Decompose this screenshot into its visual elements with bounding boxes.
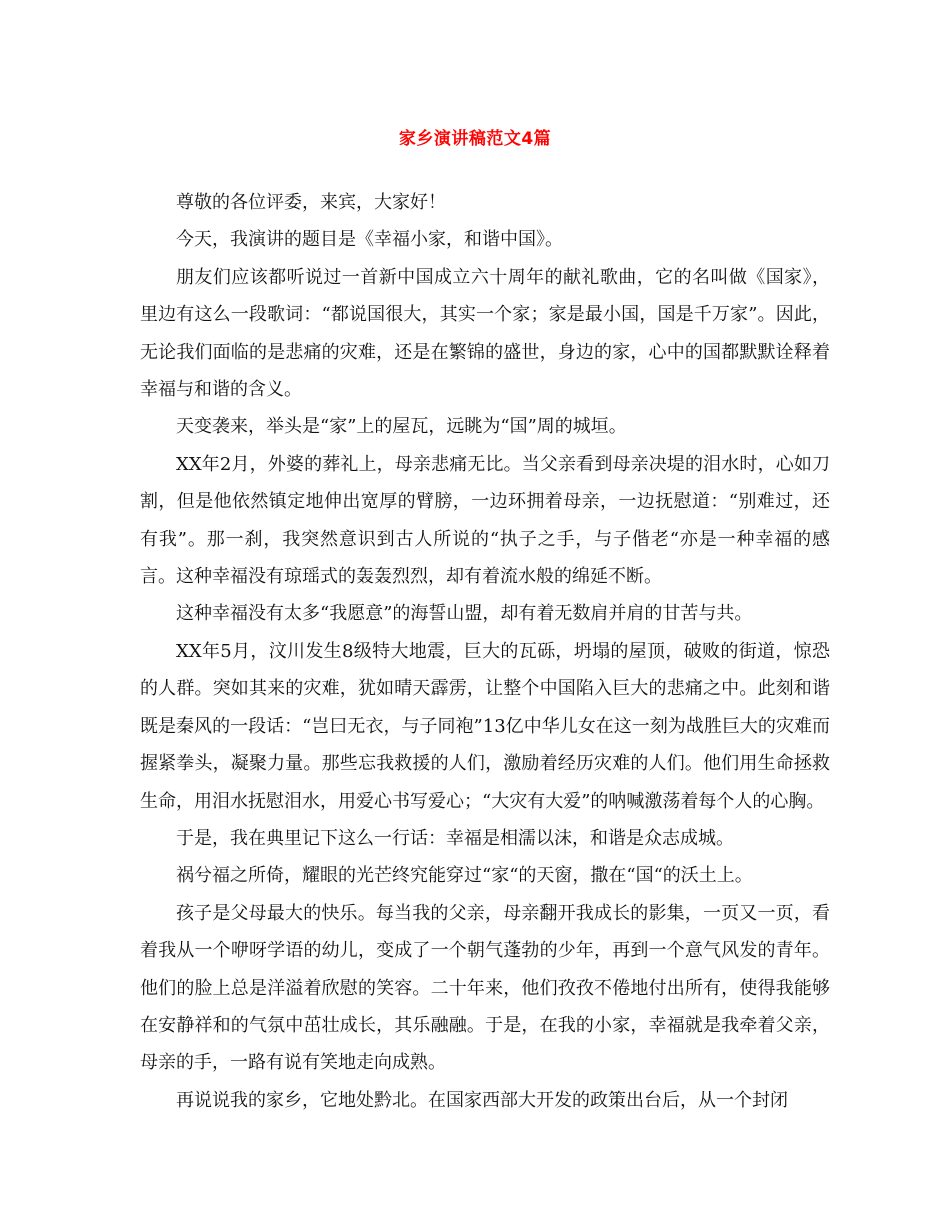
paragraph-song: 朋友们应该都听说过一首新中国成立六十周年的献礼歌曲，它的名叫做《国家》，里边有这么一段歌词：“都说国很大，其实一个家；家是最小国，国是千万家”。因此，无论我们面临的是悲痛的灾难，还是在繁锦的盛世，身边的家，心中的国都默默诠释着幸福与和谐的含义。 <box>140 266 830 401</box>
document-body <box>140 184 830 1119</box>
paragraph-vow: 这种幸福没有太多“我愿意”的海誓山盟，却有着无数肩并肩的甘苦与共。 <box>176 603 753 625</box>
document-title: 家乡演讲稿范文4篇 <box>398 129 552 149</box>
paragraph-topic: 今天，我演讲的题目是《幸福小家，和谐中国》。 <box>176 229 563 251</box>
paragraph-funeral: XX年2月，外婆的葬礼上，母亲悲痛无比。当父亲看到母亲决堤的泪水时，心如刀割，但是他依然镇定地伸出宽厚的臂膀，一边环拥着母亲，一边抚慰道：“别难过，还有我”。那一刹，我突然意识到古人所说的“执子之手，与子偕老“亦是一种幸福的感言。这种幸福没有琼瑶式的轰轰烈烈，却有着流水般的绵延不断。 <box>140 453 830 588</box>
paragraph-roof: 天变袭来，举头是“家”上的屋瓦，远眺为“国”周的城垣。 <box>176 416 627 438</box>
paragraph-parents: 孩子是父母最大的快乐。每当我的父亲，母亲翻开我成长的影集，一页又一页，看着我从一个咿呀学语的幼儿，变成了一个朝气蓬勃的少年，再到一个意气风发的青年。他们的脸上总是洋溢着欣慰的笑容。二十年来，他们孜孜不倦地付出所有，使得我能够在安静祥和的气氛中茁壮成长，其乐融融。于是，在我的小家，幸福就是我牵着父亲，母亲的手，一路有说有笑地走向成熟。 <box>140 902 830 1074</box>
paragraph-hometown: 再说说我的家乡，它地处黔北。在国家西部大开发的政策出台后，从一个封闭 <box>176 1089 788 1111</box>
paragraph-greeting: 尊敬的各位评委，来宾，大家好！ <box>176 192 446 213</box>
paragraph-earthquake: XX年5月，汶川发生8级特大地震，巨大的瓦砾，坍塌的屋顶，破败的街道，惊恐的人群。突如其来的灾难，犹如晴天霹雳，让整个中国陷入巨大的悲痛之中。此刻和谐既是秦风的一段话：“岂曰无衣，与子同袍”13亿中华儿女在这一刻为战胜巨大的灾难而握紧拳头，凝聚力量。那些忘我救援的人们，激励着经历灾难的人们。他们用生命拯救生命，用泪水抚慰泪水，用爱心书写爱心；“大灾有大爱”的呐喊激荡着每个人的心胸。 <box>140 640 830 812</box>
paragraph-light: 祸兮福之所倚，耀眼的光芒终究能穿过“家“的天窗，撒在“国“的沃土上。 <box>176 865 753 887</box>
paragraph-motto: 于是，我在典里记下这么一行话：幸福是相濡以沫，和谐是众志成城。 <box>176 827 734 849</box>
